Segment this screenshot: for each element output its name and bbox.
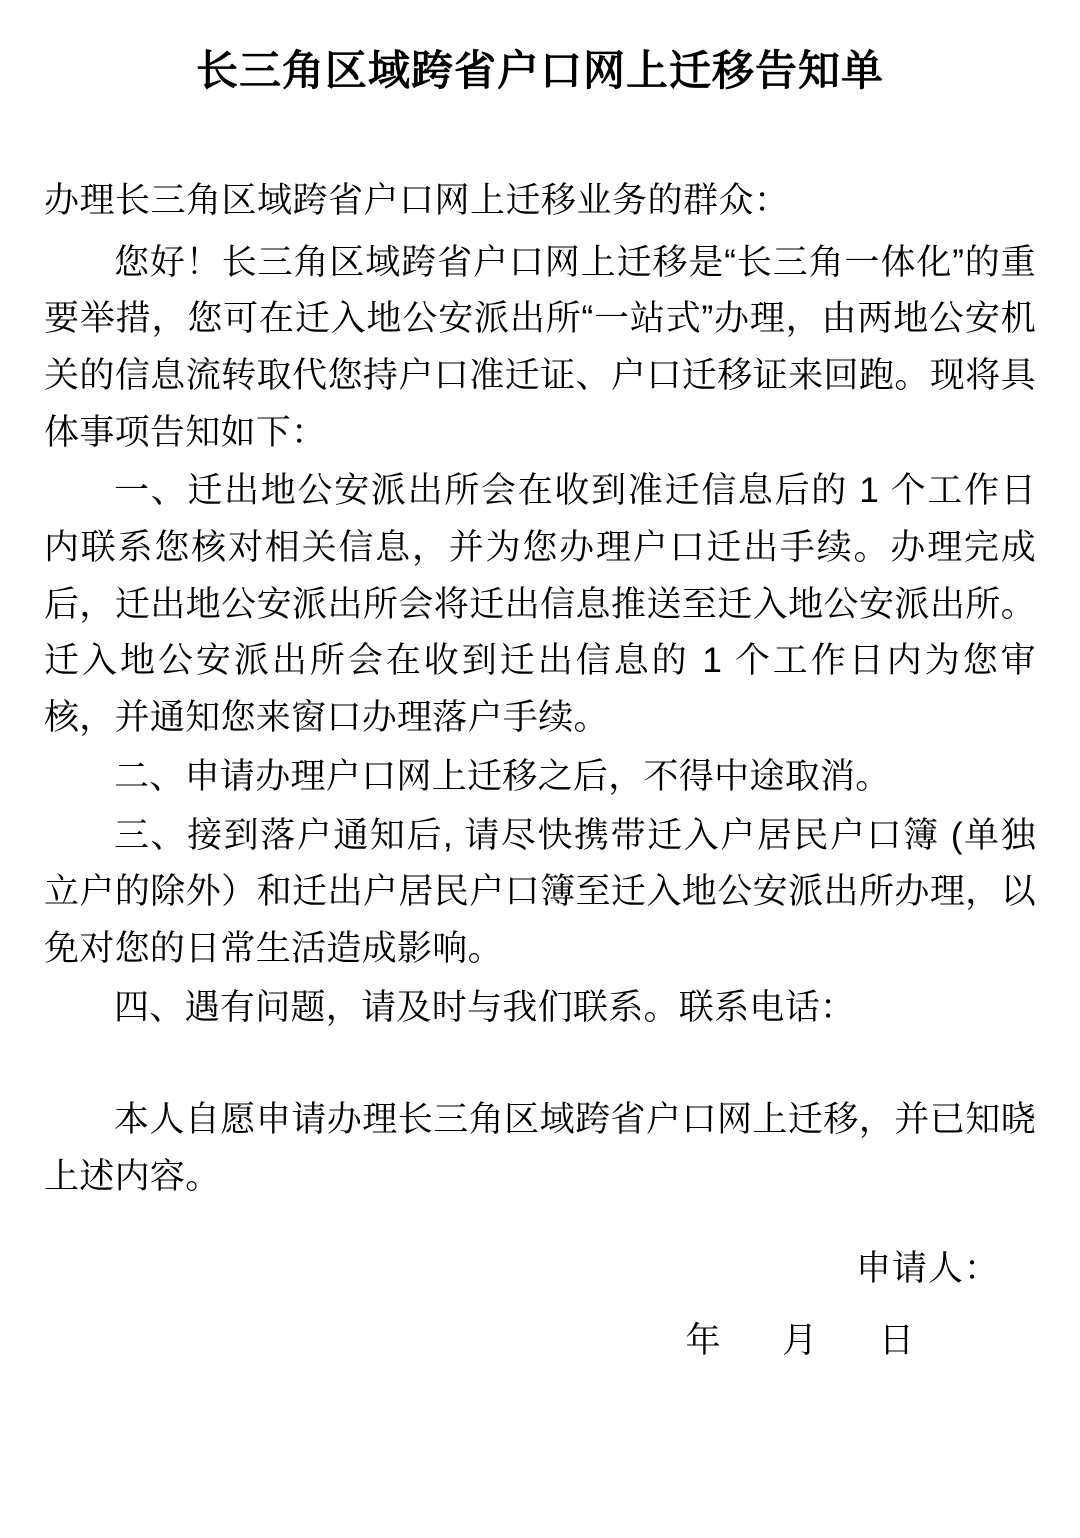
declaration-statement: 本人自愿申请办理长三角区域跨省户口网上迁移，并已知晓上述内容。 bbox=[44, 1100, 1036, 1196]
year-label: 年 bbox=[685, 1320, 722, 1360]
day-label: 日 bbox=[878, 1320, 915, 1360]
paragraph-item-3: 三、接到落户通知后, 请尽快携带迁入户居民户口簿 (单独立户的除外）和迁出户居民户口簿至迁入地公安派出所办理，以免对您的日常生活造成影响。 bbox=[44, 815, 1036, 968]
paragraph-item-4: 四、遇有问题，请及时与我们联系。联系电话： bbox=[114, 987, 856, 1027]
paragraph-item-1: 一、迁出地公安派出所会在收到准迁信息后的 1 个工作日内联系您核对相关信息，并为您办理户口迁出手续。办理完成后，迁出地公安派出所会将迁出信息推送至迁入地公安派出所。迁入地公安派出所会在收到迁出信息的 1 个工作日内为您审核，并通知您来窗口办理落户手续。 bbox=[44, 471, 1036, 738]
date-line bbox=[44, 1313, 1036, 1363]
paragraph-intro: 您好！长三角区域跨省户口网上迁移是“长三角一体化”的重要举措，您可在迁入地公安派出所“一站式”办理，由两地公安机关的信息流转取代您持户口准迁证、户口迁移证来回跑。现将具体事项告知如下： bbox=[44, 242, 1036, 452]
salutation: 办理长三角区域跨省户口网上迁移业务的群众： bbox=[44, 181, 790, 221]
paragraph-item-2: 二、申请办理户口网上迁移之后，不得中途取消。 bbox=[114, 756, 891, 796]
page-title: 长三角区域跨省户口网上迁移告知单 bbox=[195, 47, 884, 94]
signature-line bbox=[44, 1241, 1036, 1291]
month-label: 月 bbox=[782, 1320, 819, 1360]
applicant-label: 申请人： bbox=[855, 1248, 1000, 1288]
